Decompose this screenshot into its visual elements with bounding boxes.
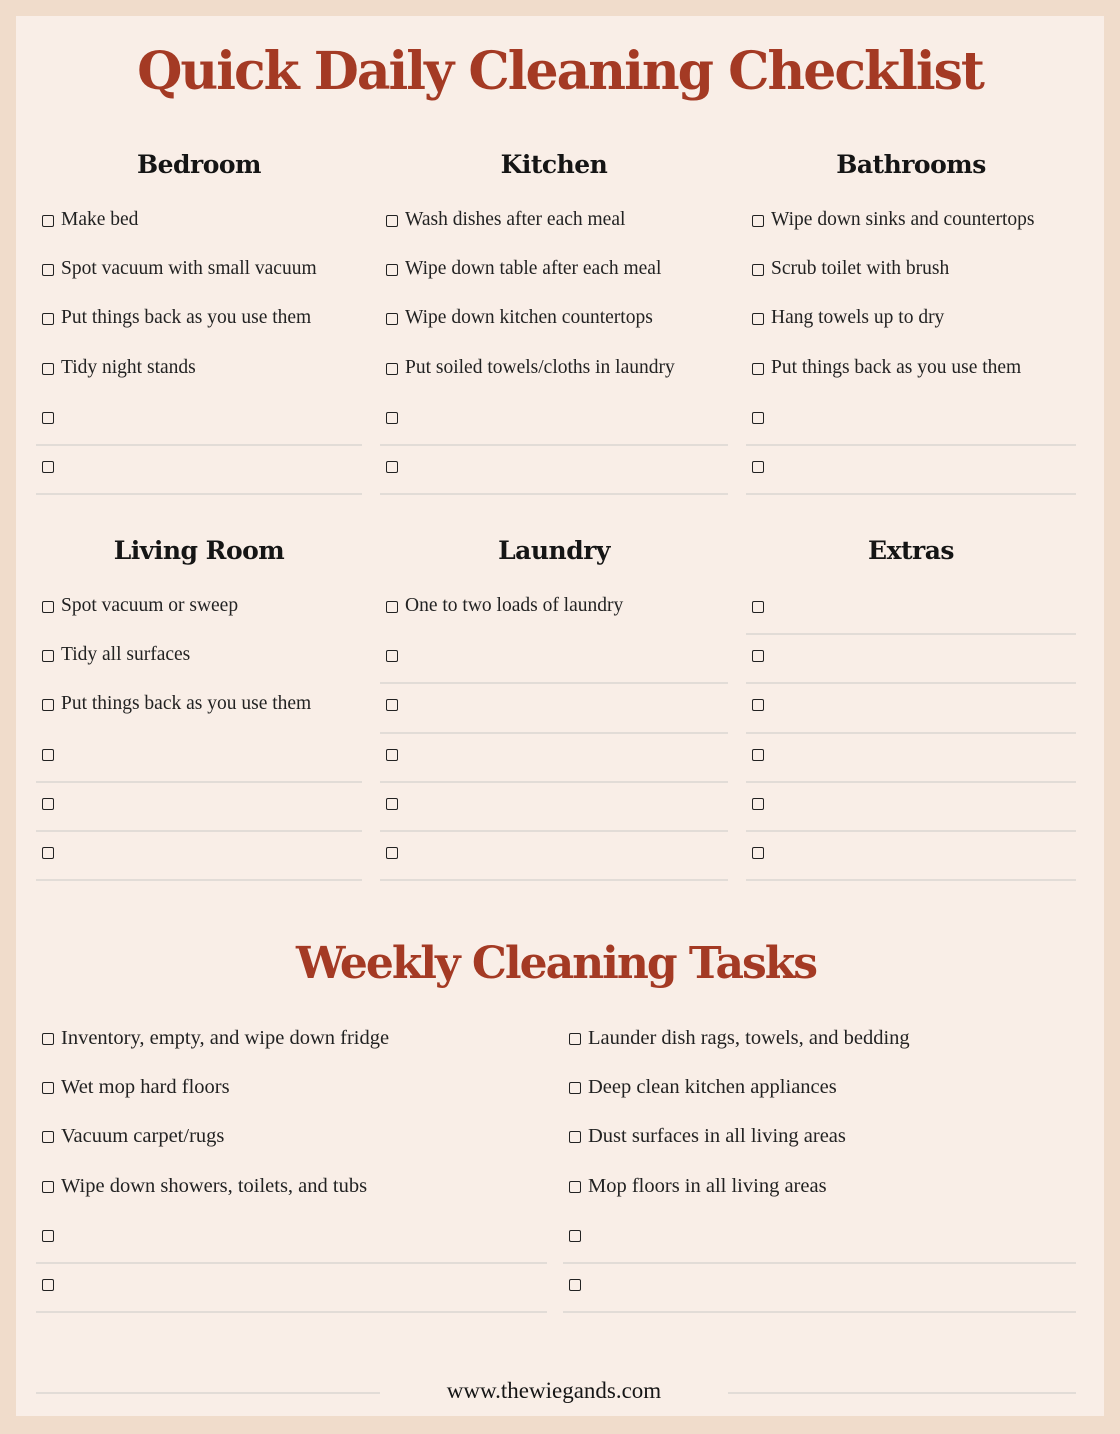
checklist-item xyxy=(380,200,728,249)
checkbox[interactable] xyxy=(569,1131,581,1143)
blank-checklist-item xyxy=(36,734,362,783)
checklist-item-label: Wipe down kitchen countertops xyxy=(405,307,653,329)
checklist-item xyxy=(36,200,362,249)
checklist-item-label: Wipe down sinks and countertops xyxy=(771,209,1035,230)
checklist-item-label: Hang towels up to dry xyxy=(771,307,945,329)
checklist-item xyxy=(36,586,362,635)
checklist-item-label: Launder dish rags, towels, and bedding xyxy=(588,1027,910,1049)
checkbox[interactable] xyxy=(42,1279,54,1291)
checklist-item-label: Put things back as you use them xyxy=(61,307,312,329)
blank-checklist-item xyxy=(746,397,1076,446)
main-title: Quick Daily Cleaning Checklist xyxy=(137,41,983,102)
checklist-item xyxy=(563,1067,1076,1116)
checklist-item-label: Dust surfaces in all living areas xyxy=(588,1125,846,1148)
checkbox[interactable] xyxy=(569,1082,581,1094)
checklist-item xyxy=(380,298,728,347)
checklist-item-label: Put soiled towels/cloths in laundry xyxy=(405,356,675,378)
checkbox[interactable] xyxy=(42,264,54,276)
section-heading: Laundry xyxy=(498,536,610,565)
blank-checklist-item xyxy=(36,832,362,881)
checkbox[interactable] xyxy=(42,412,54,424)
checkbox[interactable] xyxy=(42,601,54,613)
checklist-item-label: Wipe down showers, toilets, and tubs xyxy=(61,1174,368,1197)
checkbox[interactable] xyxy=(752,847,764,859)
checklist-item-label: Inventory, empty, and wipe down fridge xyxy=(61,1027,390,1049)
checklist-item xyxy=(36,348,362,397)
checklist-item xyxy=(746,200,1076,249)
footer-url: www.thewiegands.com xyxy=(446,1378,662,1403)
checkbox[interactable] xyxy=(42,363,54,375)
checklist-item xyxy=(746,298,1076,347)
checkbox[interactable] xyxy=(386,798,398,810)
checkbox[interactable] xyxy=(752,749,764,761)
section-laundry xyxy=(380,536,728,616)
checkbox[interactable] xyxy=(42,1082,54,1094)
checkbox[interactable] xyxy=(752,601,764,613)
section-heading: Living Room xyxy=(113,536,285,565)
checklist-item-label: Scrub toilet with brush xyxy=(771,258,950,280)
checkbox[interactable] xyxy=(752,264,764,276)
checklist-item xyxy=(563,1116,1076,1165)
checklist-item xyxy=(380,586,728,635)
blank-checklist-item xyxy=(380,783,728,832)
blank-checklist-item xyxy=(380,684,728,733)
checkbox[interactable] xyxy=(42,798,54,810)
checkbox[interactable] xyxy=(386,215,398,227)
checkbox[interactable] xyxy=(752,461,764,473)
checklist-item xyxy=(746,249,1076,298)
checkbox[interactable] xyxy=(42,1230,54,1242)
blank-checklist-item xyxy=(746,446,1076,495)
checklist-items xyxy=(36,200,362,495)
checkbox[interactable] xyxy=(42,847,54,859)
checklist-item xyxy=(563,1018,1076,1067)
checkbox[interactable] xyxy=(386,847,398,859)
checkbox[interactable] xyxy=(569,1033,581,1045)
checkbox[interactable] xyxy=(42,313,54,325)
checklist-items xyxy=(746,200,1076,495)
blank-checklist-item xyxy=(380,397,728,446)
checkbox[interactable] xyxy=(752,313,764,325)
checklist-item xyxy=(36,1018,547,1067)
blank-checklist-item xyxy=(380,446,728,495)
section-heading: Extras xyxy=(868,536,954,565)
checklist-item xyxy=(36,684,362,733)
checkbox[interactable] xyxy=(752,650,764,662)
section-kitchen xyxy=(380,150,728,378)
checklist-items xyxy=(746,586,1076,881)
checkbox[interactable] xyxy=(752,363,764,375)
checklist-item-label: Put things back as you use them xyxy=(61,693,312,715)
section-heading: Bedroom xyxy=(137,150,261,179)
checklist-items xyxy=(380,200,728,495)
blank-checklist-item xyxy=(36,1215,547,1264)
checklist-item xyxy=(36,249,362,298)
checklist-item xyxy=(36,635,362,684)
checkbox[interactable] xyxy=(386,313,398,325)
checklist-item xyxy=(36,1166,547,1215)
checklist-item xyxy=(380,249,728,298)
checkbox[interactable] xyxy=(42,1181,54,1193)
checkbox[interactable] xyxy=(569,1230,581,1242)
checkbox[interactable] xyxy=(42,461,54,473)
checkbox[interactable] xyxy=(752,215,764,227)
checklist-item-label: Vacuum carpet/rugs xyxy=(61,1125,225,1148)
section-bedroom xyxy=(36,150,362,378)
checklist-items xyxy=(36,586,362,881)
checkbox[interactable] xyxy=(42,1131,54,1143)
checklist-item xyxy=(36,298,362,347)
checklist-item-label: Spot vacuum with small vacuum xyxy=(61,258,317,280)
checklist-item xyxy=(746,348,1076,397)
checklist-item-label: One to two loads of laundry xyxy=(405,595,624,616)
blank-checklist-item xyxy=(380,734,728,783)
checklist-item-label: Wash dishes after each meal xyxy=(405,209,626,230)
checkbox[interactable] xyxy=(386,412,398,424)
checklist-item-label: Wet mop hard floors xyxy=(61,1076,230,1099)
checkbox[interactable] xyxy=(569,1181,581,1193)
checklist-item-label: Mop floors in all living areas xyxy=(588,1174,827,1197)
checklist-item-label: Tidy all surfaces xyxy=(61,644,191,666)
section-heading: Bathrooms xyxy=(836,150,986,179)
blank-checklist-item xyxy=(563,1264,1076,1313)
checkbox[interactable] xyxy=(386,650,398,662)
checklist-items xyxy=(563,1018,1076,1313)
section-heading: Kitchen xyxy=(500,150,608,179)
checklist-item xyxy=(563,1166,1076,1215)
checkbox[interactable] xyxy=(386,601,398,613)
blank-checklist-item xyxy=(36,446,362,495)
weekly-title: Weekly Cleaning Tasks xyxy=(296,938,816,989)
blank-checklist-item xyxy=(746,734,1076,783)
checklist-item-label: Make bed xyxy=(61,209,139,230)
blank-checklist-item xyxy=(380,635,728,684)
checklist-item xyxy=(380,348,728,397)
checkbox[interactable] xyxy=(386,749,398,761)
checkbox[interactable] xyxy=(386,264,398,276)
checkbox[interactable] xyxy=(42,749,54,761)
checklist-items xyxy=(380,586,728,881)
checklist-item-label: Tidy night stands xyxy=(61,356,196,378)
blank-checklist-item xyxy=(746,635,1076,684)
footer-rule-left xyxy=(36,1392,380,1394)
checkbox[interactable] xyxy=(569,1279,581,1291)
checklist-item-label: Spot vacuum or sweep xyxy=(61,595,239,616)
section-living-room xyxy=(36,536,362,715)
blank-checklist-item xyxy=(746,586,1076,635)
blank-checklist-item xyxy=(746,783,1076,832)
blank-checklist-item xyxy=(563,1215,1076,1264)
section-bathrooms xyxy=(746,150,1076,378)
checkbox[interactable] xyxy=(42,215,54,227)
checkbox[interactable] xyxy=(386,461,398,473)
blank-checklist-item xyxy=(36,783,362,832)
blank-checklist-item xyxy=(36,397,362,446)
checkbox[interactable] xyxy=(386,699,398,711)
section-extras xyxy=(746,536,1076,566)
checklist-item xyxy=(36,1116,547,1165)
checkbox[interactable] xyxy=(752,798,764,810)
checklist-item-label: Wipe down table after each meal xyxy=(405,258,662,280)
blank-checklist-item xyxy=(746,832,1076,881)
checklist-item xyxy=(36,1067,547,1116)
footer-rule-right xyxy=(728,1392,1076,1394)
blank-checklist-item xyxy=(380,832,728,881)
blank-checklist-item xyxy=(36,1264,547,1313)
checkbox[interactable] xyxy=(42,1033,54,1045)
checkbox[interactable] xyxy=(752,699,764,711)
checklist-items xyxy=(36,1018,547,1313)
blank-checklist-item xyxy=(746,684,1076,733)
checklist-item-label: Put things back as you use them xyxy=(771,356,1022,378)
checkbox[interactable] xyxy=(42,650,54,662)
checkbox[interactable] xyxy=(752,412,764,424)
checkbox[interactable] xyxy=(386,363,398,375)
checkbox[interactable] xyxy=(42,699,54,711)
checklist-item-label: Deep clean kitchen appliances xyxy=(588,1076,837,1099)
